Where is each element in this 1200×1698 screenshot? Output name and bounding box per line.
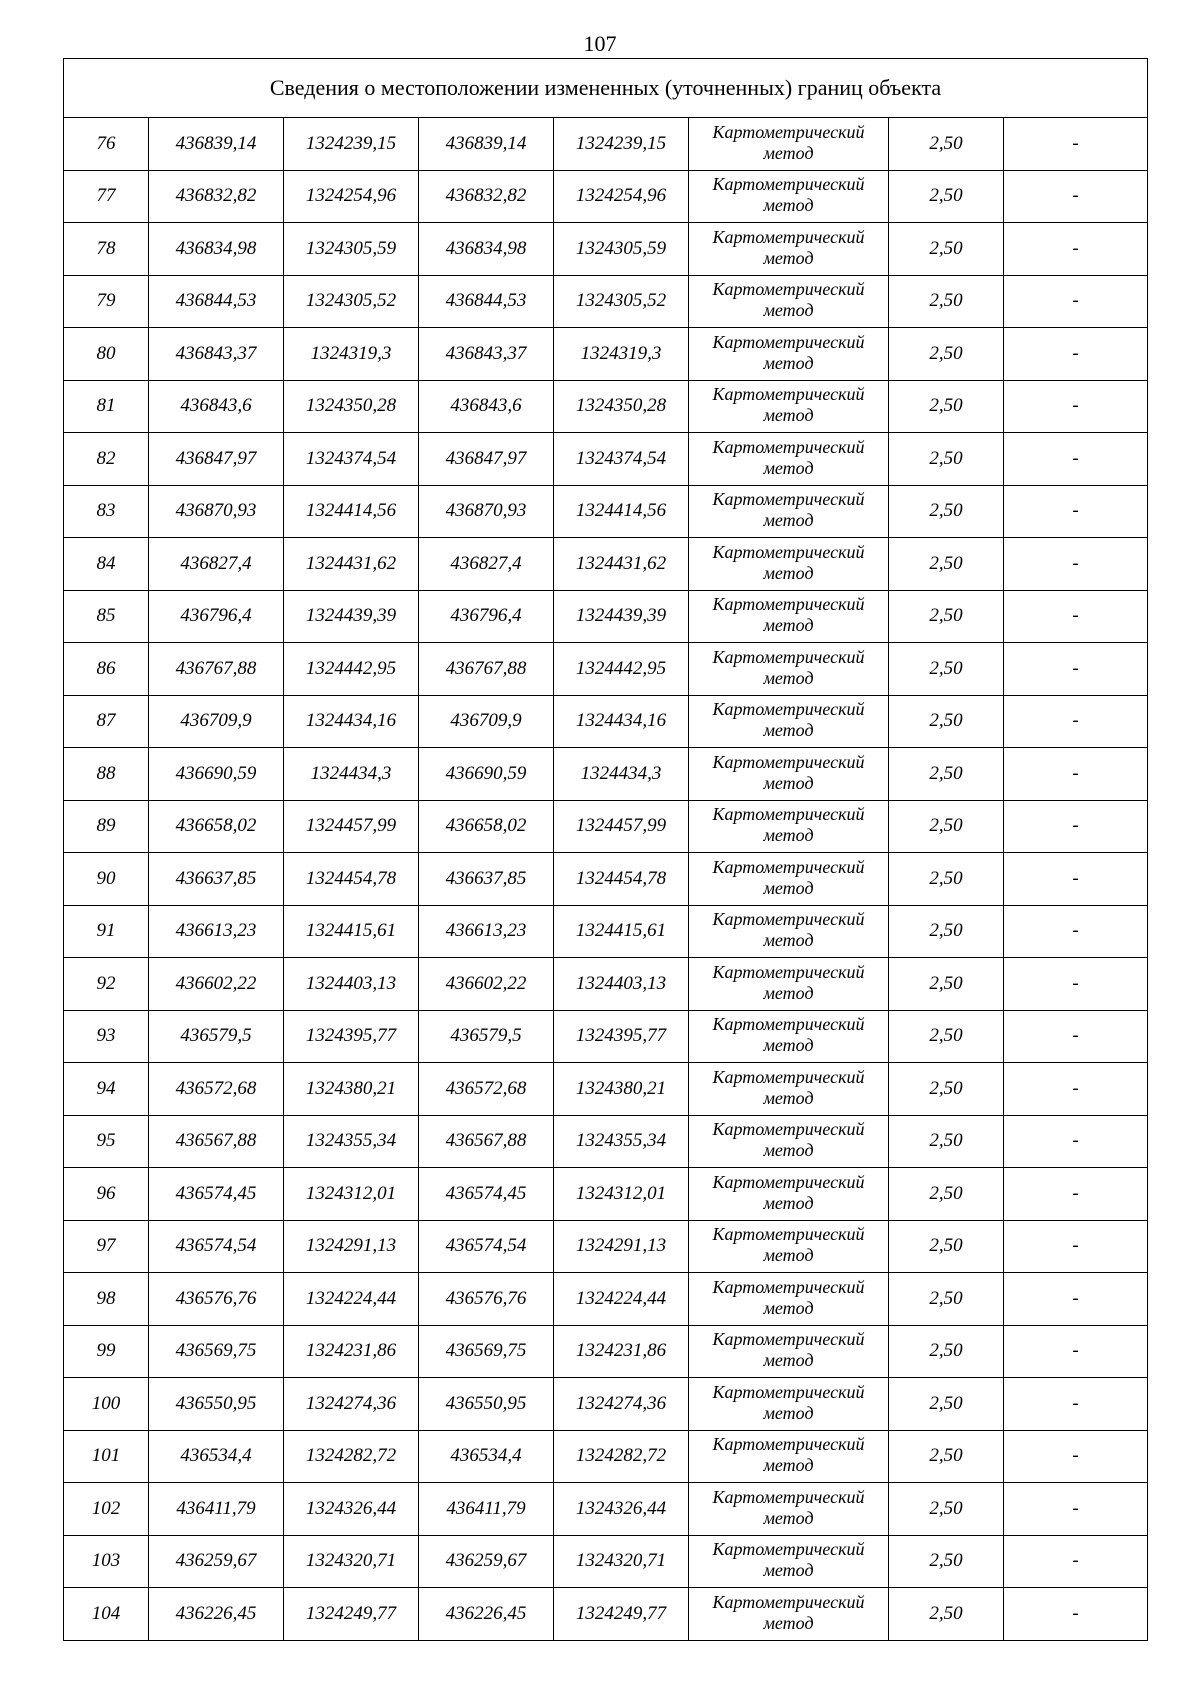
method-cell: Картометрический метод bbox=[689, 1220, 889, 1273]
existing-y-cell: 1324439,39 bbox=[284, 590, 419, 643]
table-row bbox=[64, 800, 1148, 853]
point-number-cell: 94 bbox=[64, 1063, 149, 1116]
table-row bbox=[64, 485, 1148, 538]
point-number-cell: 91 bbox=[64, 905, 149, 958]
point-number-cell: 88 bbox=[64, 748, 149, 801]
existing-y-cell: 1324319,3 bbox=[284, 328, 419, 381]
existing-x-cell: 436832,82 bbox=[149, 170, 284, 223]
accuracy-cell: 2,50 bbox=[889, 1325, 1004, 1378]
method-cell: Картометрический метод bbox=[689, 1115, 889, 1168]
refined-x-cell: 436709,9 bbox=[419, 695, 554, 748]
refined-y-cell: 1324442,95 bbox=[554, 643, 689, 696]
accuracy-cell: 2,50 bbox=[889, 328, 1004, 381]
refined-x-cell: 436411,79 bbox=[419, 1483, 554, 1536]
accuracy-cell: 2,50 bbox=[889, 433, 1004, 486]
refined-x-cell: 436870,93 bbox=[419, 485, 554, 538]
note-cell: - bbox=[1004, 800, 1148, 853]
point-number-cell: 83 bbox=[64, 485, 149, 538]
table-row bbox=[64, 1273, 1148, 1326]
existing-y-cell: 1324434,3 bbox=[284, 748, 419, 801]
refined-x-cell: 436847,97 bbox=[419, 433, 554, 486]
existing-y-cell: 1324414,56 bbox=[284, 485, 419, 538]
refined-y-cell: 1324239,15 bbox=[554, 118, 689, 171]
existing-y-cell: 1324224,44 bbox=[284, 1273, 419, 1326]
table-row bbox=[64, 958, 1148, 1011]
method-cell: Картометрический метод bbox=[689, 1588, 889, 1641]
existing-y-cell: 1324434,16 bbox=[284, 695, 419, 748]
refined-y-cell: 1324326,44 bbox=[554, 1483, 689, 1536]
method-cell: Картометрический метод bbox=[689, 485, 889, 538]
note-cell: - bbox=[1004, 1010, 1148, 1063]
point-number-cell: 86 bbox=[64, 643, 149, 696]
refined-y-cell: 1324403,13 bbox=[554, 958, 689, 1011]
point-number-cell: 76 bbox=[64, 118, 149, 171]
note-cell: - bbox=[1004, 275, 1148, 328]
note-cell: - bbox=[1004, 1535, 1148, 1588]
existing-x-cell: 436767,88 bbox=[149, 643, 284, 696]
existing-x-cell: 436567,88 bbox=[149, 1115, 284, 1168]
table-row bbox=[64, 695, 1148, 748]
accuracy-cell: 2,50 bbox=[889, 170, 1004, 223]
refined-x-cell: 436843,6 bbox=[419, 380, 554, 433]
method-cell: Картометрический метод bbox=[689, 695, 889, 748]
table-row bbox=[64, 380, 1148, 433]
existing-x-cell: 436690,59 bbox=[149, 748, 284, 801]
method-cell: Картометрический метод bbox=[689, 1430, 889, 1483]
refined-x-cell: 436226,45 bbox=[419, 1588, 554, 1641]
table-row bbox=[64, 905, 1148, 958]
method-cell: Картометрический метод bbox=[689, 905, 889, 958]
method-cell: Картометрический метод bbox=[689, 1010, 889, 1063]
note-cell: - bbox=[1004, 1063, 1148, 1116]
existing-x-cell: 436870,93 bbox=[149, 485, 284, 538]
note-cell: - bbox=[1004, 748, 1148, 801]
refined-y-cell: 1324320,71 bbox=[554, 1535, 689, 1588]
existing-y-cell: 1324231,86 bbox=[284, 1325, 419, 1378]
table-row bbox=[64, 1063, 1148, 1116]
point-number-cell: 82 bbox=[64, 433, 149, 486]
method-cell: Картометрический метод bbox=[689, 853, 889, 906]
existing-x-cell: 436834,98 bbox=[149, 223, 284, 276]
point-number-cell: 79 bbox=[64, 275, 149, 328]
existing-y-cell: 1324254,96 bbox=[284, 170, 419, 223]
existing-y-cell: 1324457,99 bbox=[284, 800, 419, 853]
existing-y-cell: 1324442,95 bbox=[284, 643, 419, 696]
note-cell: - bbox=[1004, 1168, 1148, 1221]
point-number-cell: 93 bbox=[64, 1010, 149, 1063]
existing-x-cell: 436579,5 bbox=[149, 1010, 284, 1063]
refined-y-cell: 1324312,01 bbox=[554, 1168, 689, 1221]
method-cell: Картометрический метод bbox=[689, 643, 889, 696]
method-cell: Картометрический метод bbox=[689, 800, 889, 853]
method-cell: Картометрический метод bbox=[689, 328, 889, 381]
existing-y-cell: 1324431,62 bbox=[284, 538, 419, 591]
accuracy-cell: 2,50 bbox=[889, 1115, 1004, 1168]
existing-x-cell: 436411,79 bbox=[149, 1483, 284, 1536]
table-row bbox=[64, 748, 1148, 801]
point-number-cell: 96 bbox=[64, 1168, 149, 1221]
accuracy-cell: 2,50 bbox=[889, 958, 1004, 1011]
point-number-cell: 102 bbox=[64, 1483, 149, 1536]
refined-y-cell: 1324355,34 bbox=[554, 1115, 689, 1168]
refined-x-cell: 436534,4 bbox=[419, 1430, 554, 1483]
existing-x-cell: 436574,45 bbox=[149, 1168, 284, 1221]
note-cell: - bbox=[1004, 380, 1148, 433]
refined-x-cell: 436567,88 bbox=[419, 1115, 554, 1168]
refined-y-cell: 1324415,61 bbox=[554, 905, 689, 958]
method-cell: Картометрический метод bbox=[689, 1063, 889, 1116]
existing-x-cell: 436572,68 bbox=[149, 1063, 284, 1116]
point-number-cell: 89 bbox=[64, 800, 149, 853]
refined-x-cell: 436843,37 bbox=[419, 328, 554, 381]
refined-y-cell: 1324439,39 bbox=[554, 590, 689, 643]
existing-y-cell: 1324305,59 bbox=[284, 223, 419, 276]
table-row bbox=[64, 590, 1148, 643]
existing-x-cell: 436709,9 bbox=[149, 695, 284, 748]
refined-x-cell: 436572,68 bbox=[419, 1063, 554, 1116]
table-title: Сведения о местоположении измененных (уточненных) границ объекта bbox=[64, 59, 1148, 118]
refined-x-cell: 436569,75 bbox=[419, 1325, 554, 1378]
note-cell: - bbox=[1004, 1273, 1148, 1326]
note-cell: - bbox=[1004, 328, 1148, 381]
existing-x-cell: 436576,76 bbox=[149, 1273, 284, 1326]
note-cell: - bbox=[1004, 170, 1148, 223]
refined-x-cell: 436259,67 bbox=[419, 1535, 554, 1588]
point-number-cell: 81 bbox=[64, 380, 149, 433]
existing-x-cell: 436613,23 bbox=[149, 905, 284, 958]
existing-y-cell: 1324415,61 bbox=[284, 905, 419, 958]
refined-x-cell: 436767,88 bbox=[419, 643, 554, 696]
refined-x-cell: 436839,14 bbox=[419, 118, 554, 171]
refined-x-cell: 436637,85 bbox=[419, 853, 554, 906]
table-row bbox=[64, 223, 1148, 276]
existing-y-cell: 1324403,13 bbox=[284, 958, 419, 1011]
method-cell: Картометрический метод bbox=[689, 118, 889, 171]
refined-y-cell: 1324457,99 bbox=[554, 800, 689, 853]
method-cell: Картометрический метод bbox=[689, 275, 889, 328]
note-cell: - bbox=[1004, 905, 1148, 958]
accuracy-cell: 2,50 bbox=[889, 1430, 1004, 1483]
accuracy-cell: 2,50 bbox=[889, 538, 1004, 591]
point-number-cell: 104 bbox=[64, 1588, 149, 1641]
note-cell: - bbox=[1004, 1325, 1148, 1378]
accuracy-cell: 2,50 bbox=[889, 905, 1004, 958]
refined-y-cell: 1324224,44 bbox=[554, 1273, 689, 1326]
boundary-coordinates-table bbox=[63, 58, 1148, 1641]
point-number-cell: 80 bbox=[64, 328, 149, 381]
existing-y-cell: 1324249,77 bbox=[284, 1588, 419, 1641]
method-cell: Картометрический метод bbox=[689, 223, 889, 276]
accuracy-cell: 2,50 bbox=[889, 223, 1004, 276]
accuracy-cell: 2,50 bbox=[889, 853, 1004, 906]
existing-y-cell: 1324380,21 bbox=[284, 1063, 419, 1116]
existing-x-cell: 436796,4 bbox=[149, 590, 284, 643]
table-row bbox=[64, 1430, 1148, 1483]
existing-x-cell: 436569,75 bbox=[149, 1325, 284, 1378]
accuracy-cell: 2,50 bbox=[889, 748, 1004, 801]
accuracy-cell: 2,50 bbox=[889, 275, 1004, 328]
point-number-cell: 90 bbox=[64, 853, 149, 906]
accuracy-cell: 2,50 bbox=[889, 380, 1004, 433]
accuracy-cell: 2,50 bbox=[889, 118, 1004, 171]
refined-y-cell: 1324374,54 bbox=[554, 433, 689, 486]
refined-x-cell: 436602,22 bbox=[419, 958, 554, 1011]
note-cell: - bbox=[1004, 1378, 1148, 1431]
note-cell: - bbox=[1004, 1220, 1148, 1273]
refined-y-cell: 1324414,56 bbox=[554, 485, 689, 538]
accuracy-cell: 2,50 bbox=[889, 1483, 1004, 1536]
note-cell: - bbox=[1004, 1588, 1148, 1641]
table-row bbox=[64, 1378, 1148, 1431]
accuracy-cell: 2,50 bbox=[889, 1063, 1004, 1116]
method-cell: Картометрический метод bbox=[689, 958, 889, 1011]
refined-y-cell: 1324350,28 bbox=[554, 380, 689, 433]
existing-x-cell: 436637,85 bbox=[149, 853, 284, 906]
refined-y-cell: 1324305,52 bbox=[554, 275, 689, 328]
existing-y-cell: 1324312,01 bbox=[284, 1168, 419, 1221]
accuracy-cell: 2,50 bbox=[889, 800, 1004, 853]
refined-x-cell: 436844,53 bbox=[419, 275, 554, 328]
table-row bbox=[64, 1483, 1148, 1536]
existing-x-cell: 436658,02 bbox=[149, 800, 284, 853]
method-cell: Картометрический метод bbox=[689, 1483, 889, 1536]
existing-y-cell: 1324350,28 bbox=[284, 380, 419, 433]
refined-x-cell: 436576,76 bbox=[419, 1273, 554, 1326]
method-cell: Картометрический метод bbox=[689, 1535, 889, 1588]
existing-y-cell: 1324282,72 bbox=[284, 1430, 419, 1483]
table-row bbox=[64, 853, 1148, 906]
refined-y-cell: 1324231,86 bbox=[554, 1325, 689, 1378]
existing-y-cell: 1324239,15 bbox=[284, 118, 419, 171]
note-cell: - bbox=[1004, 485, 1148, 538]
accuracy-cell: 2,50 bbox=[889, 1168, 1004, 1221]
existing-x-cell: 436847,97 bbox=[149, 433, 284, 486]
refined-y-cell: 1324380,21 bbox=[554, 1063, 689, 1116]
existing-y-cell: 1324374,54 bbox=[284, 433, 419, 486]
method-cell: Картометрический метод bbox=[689, 1325, 889, 1378]
method-cell: Картометрический метод bbox=[689, 380, 889, 433]
table-row bbox=[64, 1325, 1148, 1378]
note-cell: - bbox=[1004, 1115, 1148, 1168]
note-cell: - bbox=[1004, 118, 1148, 171]
refined-x-cell: 436827,4 bbox=[419, 538, 554, 591]
refined-x-cell: 436574,54 bbox=[419, 1220, 554, 1273]
method-cell: Картометрический метод bbox=[689, 590, 889, 643]
method-cell: Картометрический метод bbox=[689, 433, 889, 486]
page-number: 107 bbox=[583, 31, 617, 56]
table-row bbox=[64, 643, 1148, 696]
table-row bbox=[64, 118, 1148, 171]
refined-x-cell: 436550,95 bbox=[419, 1378, 554, 1431]
point-number-cell: 78 bbox=[64, 223, 149, 276]
table-row bbox=[64, 1010, 1148, 1063]
existing-x-cell: 436574,54 bbox=[149, 1220, 284, 1273]
refined-y-cell: 1324434,16 bbox=[554, 695, 689, 748]
method-cell: Картометрический метод bbox=[689, 1273, 889, 1326]
point-number-cell: 77 bbox=[64, 170, 149, 223]
note-cell: - bbox=[1004, 853, 1148, 906]
existing-x-cell: 436843,6 bbox=[149, 380, 284, 433]
point-number-cell: 92 bbox=[64, 958, 149, 1011]
refined-y-cell: 1324434,3 bbox=[554, 748, 689, 801]
accuracy-cell: 2,50 bbox=[889, 590, 1004, 643]
note-cell: - bbox=[1004, 643, 1148, 696]
note-cell: - bbox=[1004, 1430, 1148, 1483]
existing-x-cell: 436259,67 bbox=[149, 1535, 284, 1588]
existing-x-cell: 436550,95 bbox=[149, 1378, 284, 1431]
point-number-cell: 95 bbox=[64, 1115, 149, 1168]
point-number-cell: 87 bbox=[64, 695, 149, 748]
table-row bbox=[64, 328, 1148, 381]
method-cell: Картометрический метод bbox=[689, 748, 889, 801]
note-cell: - bbox=[1004, 1483, 1148, 1536]
refined-x-cell: 436796,4 bbox=[419, 590, 554, 643]
note-cell: - bbox=[1004, 223, 1148, 276]
refined-y-cell: 1324249,77 bbox=[554, 1588, 689, 1641]
existing-x-cell: 436844,53 bbox=[149, 275, 284, 328]
refined-y-cell: 1324454,78 bbox=[554, 853, 689, 906]
existing-y-cell: 1324326,44 bbox=[284, 1483, 419, 1536]
existing-x-cell: 436226,45 bbox=[149, 1588, 284, 1641]
refined-y-cell: 1324305,59 bbox=[554, 223, 689, 276]
accuracy-cell: 2,50 bbox=[889, 695, 1004, 748]
refined-y-cell: 1324282,72 bbox=[554, 1430, 689, 1483]
existing-y-cell: 1324395,77 bbox=[284, 1010, 419, 1063]
note-cell: - bbox=[1004, 590, 1148, 643]
refined-y-cell: 1324431,62 bbox=[554, 538, 689, 591]
method-cell: Картометрический метод bbox=[689, 170, 889, 223]
existing-x-cell: 436843,37 bbox=[149, 328, 284, 381]
existing-y-cell: 1324274,36 bbox=[284, 1378, 419, 1431]
existing-y-cell: 1324454,78 bbox=[284, 853, 419, 906]
existing-y-cell: 1324305,52 bbox=[284, 275, 419, 328]
point-number-cell: 84 bbox=[64, 538, 149, 591]
refined-x-cell: 436613,23 bbox=[419, 905, 554, 958]
method-cell: Картометрический метод bbox=[689, 1168, 889, 1221]
accuracy-cell: 2,50 bbox=[889, 1588, 1004, 1641]
note-cell: - bbox=[1004, 538, 1148, 591]
note-cell: - bbox=[1004, 695, 1148, 748]
note-cell: - bbox=[1004, 433, 1148, 486]
existing-y-cell: 1324320,71 bbox=[284, 1535, 419, 1588]
method-cell: Картометрический метод bbox=[689, 538, 889, 591]
point-number-cell: 97 bbox=[64, 1220, 149, 1273]
accuracy-cell: 2,50 bbox=[889, 1273, 1004, 1326]
existing-y-cell: 1324291,13 bbox=[284, 1220, 419, 1273]
point-number-cell: 85 bbox=[64, 590, 149, 643]
table-title-row bbox=[64, 59, 1148, 118]
accuracy-cell: 2,50 bbox=[889, 1010, 1004, 1063]
existing-x-cell: 436602,22 bbox=[149, 958, 284, 1011]
accuracy-cell: 2,50 bbox=[889, 643, 1004, 696]
refined-x-cell: 436579,5 bbox=[419, 1010, 554, 1063]
existing-x-cell: 436534,4 bbox=[149, 1430, 284, 1483]
point-number-cell: 100 bbox=[64, 1378, 149, 1431]
refined-x-cell: 436574,45 bbox=[419, 1168, 554, 1221]
table-row bbox=[64, 275, 1148, 328]
table-row bbox=[64, 1220, 1148, 1273]
refined-y-cell: 1324319,3 bbox=[554, 328, 689, 381]
refined-x-cell: 436832,82 bbox=[419, 170, 554, 223]
existing-y-cell: 1324355,34 bbox=[284, 1115, 419, 1168]
accuracy-cell: 2,50 bbox=[889, 1378, 1004, 1431]
table-row bbox=[64, 1588, 1148, 1641]
accuracy-cell: 2,50 bbox=[889, 1535, 1004, 1588]
table-row bbox=[64, 170, 1148, 223]
refined-y-cell: 1324395,77 bbox=[554, 1010, 689, 1063]
refined-x-cell: 436690,59 bbox=[419, 748, 554, 801]
note-cell: - bbox=[1004, 958, 1148, 1011]
refined-y-cell: 1324254,96 bbox=[554, 170, 689, 223]
method-cell: Картометрический метод bbox=[689, 1378, 889, 1431]
point-number-cell: 98 bbox=[64, 1273, 149, 1326]
refined-y-cell: 1324291,13 bbox=[554, 1220, 689, 1273]
table-row bbox=[64, 1115, 1148, 1168]
existing-x-cell: 436839,14 bbox=[149, 118, 284, 171]
point-number-cell: 103 bbox=[64, 1535, 149, 1588]
refined-x-cell: 436658,02 bbox=[419, 800, 554, 853]
point-number-cell: 101 bbox=[64, 1430, 149, 1483]
table-row bbox=[64, 1168, 1148, 1221]
refined-x-cell: 436834,98 bbox=[419, 223, 554, 276]
table-row bbox=[64, 1535, 1148, 1588]
refined-y-cell: 1324274,36 bbox=[554, 1378, 689, 1431]
table-row bbox=[64, 538, 1148, 591]
point-number-cell: 99 bbox=[64, 1325, 149, 1378]
table-row bbox=[64, 433, 1148, 486]
existing-x-cell: 436827,4 bbox=[149, 538, 284, 591]
accuracy-cell: 2,50 bbox=[889, 1220, 1004, 1273]
accuracy-cell: 2,50 bbox=[889, 485, 1004, 538]
